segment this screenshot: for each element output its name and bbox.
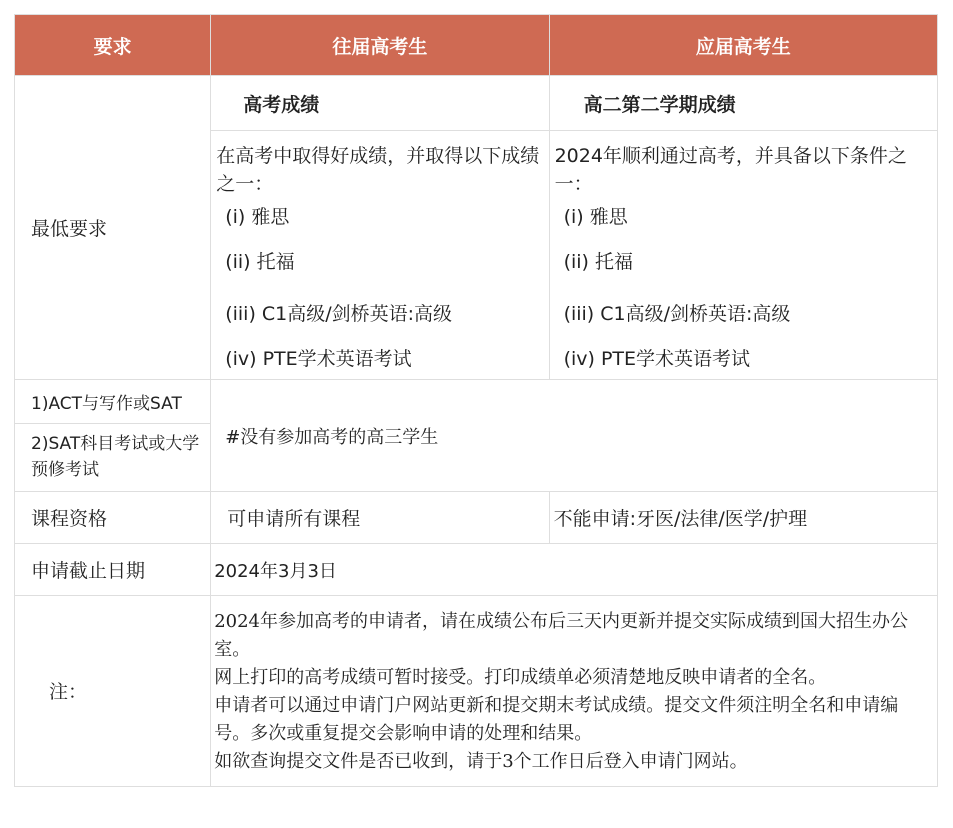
note-line: 申请者可以通过申请门户网站更新和提交期末考试成绩。提交文件须注明全名和申请编号。多次或重复提交会影响申请的处理和结果。 bbox=[214, 694, 899, 744]
list-item: (i) 雅思 bbox=[563, 206, 628, 229]
list-item: (iv) PTE学术英语考试 bbox=[225, 347, 412, 370]
sub-header-grade11: 高二第二学期成绩 bbox=[549, 76, 937, 131]
deadline-value: 2024年3月3日 bbox=[211, 544, 938, 596]
note-line: 2024年参加高考的申请者，请在成绩公布后三天内更新并提交实际成绩到国大招生办公室。 bbox=[214, 611, 909, 661]
current-test-list bbox=[550, 204, 937, 379]
header-requirement: 要求 bbox=[15, 15, 211, 76]
previous-intro: 在高考中取得好成绩，并取得以下成绩之一： bbox=[216, 145, 540, 195]
header-previous-students: 往届高考生 bbox=[211, 15, 549, 76]
previous-test-list bbox=[211, 204, 548, 379]
list-item: (i) 雅思 bbox=[225, 206, 290, 229]
notes-label: 注： bbox=[15, 596, 211, 786]
course-eligibility-current: 不能申请:牙医/法律/医学/护理 bbox=[549, 492, 937, 544]
current-conditions bbox=[549, 131, 937, 380]
deadline-label: 申请截止日期 bbox=[15, 544, 211, 596]
header-current-students: 应届高考生 bbox=[549, 15, 937, 76]
list-item: (ii) 托福 bbox=[563, 250, 633, 273]
notes-content bbox=[211, 596, 938, 786]
table-row bbox=[15, 544, 938, 596]
note-line: 如欲查询提交文件是否已收到，请于3个工作日后登入申请门网站。 bbox=[214, 750, 748, 772]
previous-conditions bbox=[211, 131, 549, 380]
course-eligibility-label: 课程资格 bbox=[15, 492, 211, 544]
table-row bbox=[15, 76, 938, 131]
note-line: 网上打印的高考成绩可暂时接受。打印成绩单必须清楚地反映申请者的全名。 bbox=[214, 667, 827, 689]
current-intro: 2024年顺利通过高考，并具备以下条件之一： bbox=[554, 145, 907, 195]
act-sat-label: 1)ACT与写作或SAT bbox=[15, 380, 211, 424]
sat-ap-label: 2)SAT科目考试或大学预修考试 bbox=[15, 424, 211, 492]
sub-header-gaokao: 高考成绩 bbox=[211, 76, 549, 131]
table-row bbox=[15, 596, 938, 786]
course-eligibility-previous: 可申请所有课程 bbox=[211, 492, 549, 544]
list-item: (iii) C1高级/剑桥英语:高级 bbox=[563, 303, 791, 326]
list-item: (ii) 托福 bbox=[225, 250, 295, 273]
list-item: (iv) PTE学术英语考试 bbox=[563, 347, 751, 370]
no-gaokao-note: #没有参加高考的高三学生 bbox=[211, 380, 938, 492]
min-requirement-label: 最低要求 bbox=[15, 76, 211, 380]
list-item: (iii) C1高级/剑桥英语:高级 bbox=[225, 303, 453, 326]
table-header-row bbox=[15, 15, 938, 76]
table-row bbox=[15, 492, 938, 544]
table-row bbox=[15, 380, 938, 424]
requirements-table bbox=[14, 14, 938, 787]
